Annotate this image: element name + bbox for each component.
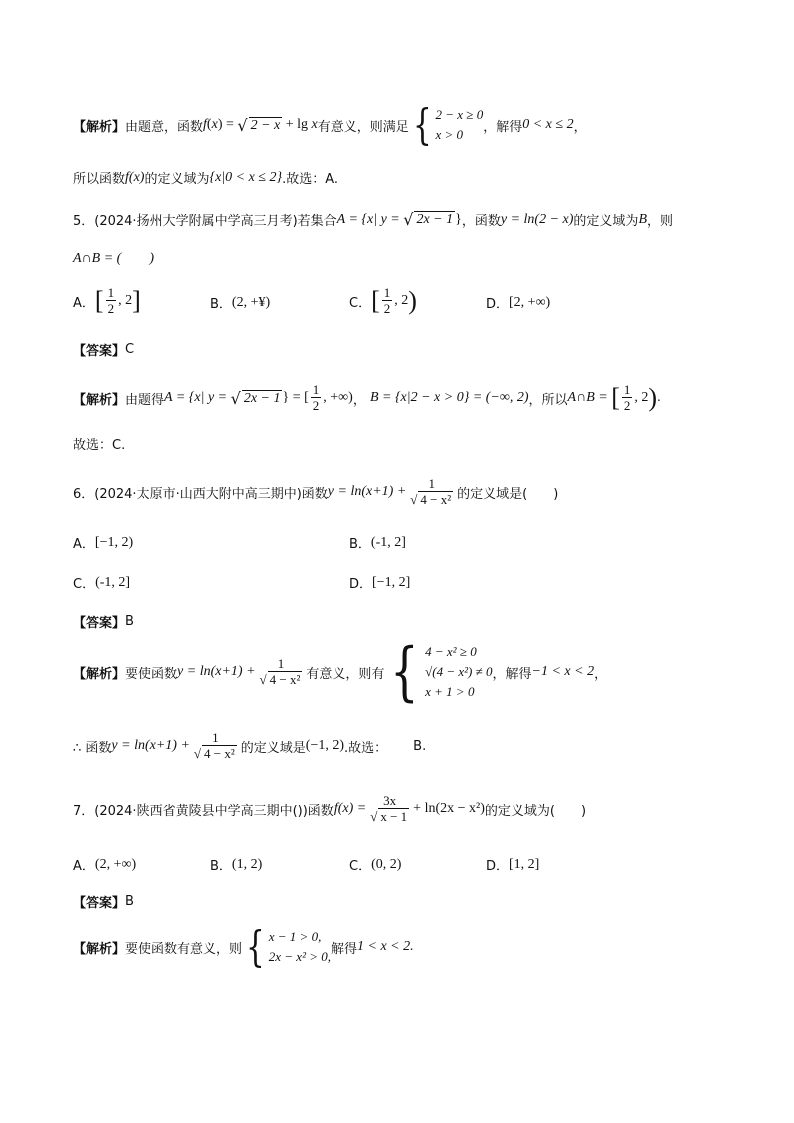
q7-result: 1 < x < 2. xyxy=(357,939,414,954)
q6-cond-1: 4 − x² ≥ 0 xyxy=(425,644,477,659)
q6-number: 6． xyxy=(73,486,95,502)
q4-analysis-text-2: 有意义，则满足 xyxy=(317,119,409,135)
answer-label: 【答案】 xyxy=(73,344,126,359)
q4-analysis-text-3: ，解得 xyxy=(483,119,523,135)
q7-analysis-text: 要使函数有意义，则 xyxy=(125,941,243,957)
q5-option-b[interactable] xyxy=(210,293,270,312)
q6-answer-value: B xyxy=(125,614,134,629)
q6-concl-text: ∴ 函数 xyxy=(73,740,112,756)
option-label: A． xyxy=(73,295,95,311)
q6-option-c[interactable] xyxy=(73,573,130,592)
q7-source: (2024·陕西省黄陵县中学高三期中()) xyxy=(94,803,308,819)
q6-stem-text: 函数 xyxy=(301,486,328,502)
option-label: C． xyxy=(73,577,96,592)
q7-option-a[interactable] xyxy=(73,855,136,874)
q7-cond-2: 2x − x² > 0, xyxy=(268,949,331,964)
q6-option-a[interactable] xyxy=(73,533,133,552)
q5-answer xyxy=(73,340,134,359)
option-label: C． xyxy=(349,859,372,874)
q5-ask-text: A∩B = ( ) xyxy=(73,251,154,266)
q5-conclusion-text: 故选：C. xyxy=(73,438,126,453)
q4-line2-text-3: .故选：A. xyxy=(282,172,339,187)
option-value: (-1, 2] xyxy=(370,534,406,550)
analysis-label: 【解析】 xyxy=(73,941,126,957)
q5-source: (2024·扬州大学附属中学高三月考) xyxy=(94,214,298,229)
q4-analysis-text: 由题意，函数 xyxy=(125,119,204,135)
q5-option-c[interactable]: C． [ $\frac{1}{2}$ , 2 ) xyxy=(349,285,417,316)
q5-stem-text-3: 的定义域为 xyxy=(573,214,639,229)
q6-condition-system: { 4 − x² ≥ 0 √(4 − x²) ≠ 0 x + 1 > 0 xyxy=(390,635,493,709)
q7-stem-text-2: 的定义域为( ) xyxy=(484,803,587,819)
q5-stem-text-4: ，则 xyxy=(647,214,674,229)
q7-stem: 7． (2024·陕西省黄陵县中学高三期中()) 函数 f(x) = $\frac{3x}{√ x - 1}$ + ln(2x − x²) 的定义域为( ) xyxy=(73,793,587,824)
q6-option-b[interactable] xyxy=(349,533,406,552)
q5-stem-text: 若集合 xyxy=(297,214,337,229)
q6-concl-answer: B. xyxy=(413,738,427,754)
q5-analysis-text: 由题得 xyxy=(125,392,165,408)
q7-option-b[interactable] xyxy=(210,855,262,874)
option-label: B． xyxy=(210,297,232,312)
q4-conclusion-line xyxy=(73,168,338,187)
q5-analysis-text-2: ，所以 xyxy=(528,392,568,408)
q5-ask xyxy=(73,247,154,267)
q6-option-d[interactable] xyxy=(349,573,410,592)
q4-analysis-line: 【解析】 由题意，函数 f ( x ) = √ 2 − x + lg x 有意义，则满足 { 2 − x ≥ 0 x > 0 ，解得 0 < x ≤ 2 ， xyxy=(73,100,587,149)
q4-condition-system: { 2 − x ≥ 0 x > 0 xyxy=(412,100,484,149)
q5-option-d[interactable] xyxy=(486,293,550,312)
option-value: (0, 2) xyxy=(371,856,402,872)
option-value: (2, +∞) xyxy=(94,856,137,872)
q5-analysis-set-b: B = {x|2 − x > 0} = (−∞, 2) xyxy=(369,390,529,405)
q5-answer-value: C xyxy=(125,342,135,357)
q4-line2-text: 所以函数 xyxy=(73,172,126,187)
q7-answer xyxy=(73,892,134,911)
q5-function: y = ln(2 − x) xyxy=(500,211,574,227)
q6-analysis: 【解析】 要使函数 y = ln(x+1) + $\frac{1}{\text{√ 4 − x²}}$ 有意义，则有 { 4 − x² ≥ 0 √(4 − x²) ≠ 0 x + 1 > 0 ，解得 −1 < x < 2 ， xyxy=(73,635,608,709)
q6-concl-domain: (−1, 2) xyxy=(305,738,345,753)
option-label: A． xyxy=(73,537,95,552)
q7-option-d[interactable] xyxy=(486,855,539,874)
q6-result: −1 < x < 2 xyxy=(531,664,595,679)
q5-option-a[interactable]: A． [ $\frac{1}{2}$ , 2 ] xyxy=(73,285,141,316)
q6-stem-text-2: 的定义域是( ) xyxy=(457,486,559,502)
q4-domain: {x|0 < x ≤ 2} xyxy=(209,169,283,185)
q7-analysis xyxy=(73,922,414,971)
option-value: (-1, 2] xyxy=(95,574,131,590)
q6-analysis-text: 要使函数 xyxy=(125,666,178,682)
q4-cond-2: x > 0 xyxy=(435,127,464,142)
option-label: D． xyxy=(349,577,373,592)
q6-stem: 6． (2024·太原市·山西大附中高三期中) 函数 y = ln(x+1) + $\frac{1}{\text{√ 4 − x²}}$ 的定义域是( ) xyxy=(73,476,559,507)
option-value: [−1, 2] xyxy=(372,574,411,590)
q6-conclusion: ∴ 函数 y = ln(x+1) + $\frac{1}{\text{√ 4 − x²}}$ 的定义域是 (−1, 2) .故选： B. xyxy=(73,730,427,761)
q6-cond-2: √(4 − x²) ≠ 0 xyxy=(425,664,493,679)
option-label: B． xyxy=(210,859,232,874)
q5-number: 5． xyxy=(73,214,95,229)
q6-cond-3: x + 1 > 0 xyxy=(425,684,475,699)
answer-label: 【答案】 xyxy=(73,616,126,631)
q7-stem-text: 函数 xyxy=(307,803,334,819)
q6-analysis-text-3: ，解得 xyxy=(492,666,532,682)
q6-analysis-text-2: 有意义，则有 xyxy=(306,666,385,682)
analysis-label: 【解析】 xyxy=(73,666,126,682)
q5-set-b: B xyxy=(638,211,647,227)
option-label: C． xyxy=(349,295,372,311)
q7-analysis-text-2: 解得 xyxy=(331,941,358,957)
q5-stem-text-2: ，函数 xyxy=(461,214,501,229)
option-label: B． xyxy=(349,537,371,552)
q6-answer xyxy=(73,612,134,631)
q4-result: 0 < x ≤ 2 xyxy=(522,117,574,132)
analysis-label: 【解析】 xyxy=(73,119,126,135)
q6-concl-text-2: 的定义域是 xyxy=(240,740,306,756)
option-value: [−1, 2) xyxy=(94,534,134,550)
q7-option-c[interactable] xyxy=(349,855,401,874)
option-value: (2, +¥) xyxy=(231,294,271,310)
option-label: D． xyxy=(486,297,510,312)
option-value: [2, +∞) xyxy=(509,294,551,310)
q4-line2-text-2: 的定义域为 xyxy=(144,172,210,187)
q7-number: 7． xyxy=(73,803,95,819)
q4-line2-func: f(x) xyxy=(125,169,145,185)
q5-analysis: 【解析】 由题得 A = {x| y = √ 2x − 1 } = [ $\frac{1}{2}$ , +∞) ， B = {x|2 − x > 0} = (−∞, 2) ，所以 A∩B = [ $\frac{1}{2}$ , 2 ) . xyxy=(73,382,661,413)
option-label: D． xyxy=(486,859,510,874)
q4-cond-1: 2 − x ≥ 0 xyxy=(435,107,484,122)
answer-label: 【答案】 xyxy=(73,896,126,911)
option-value: [1, 2] xyxy=(509,856,540,872)
q7-answer-value: B xyxy=(125,894,134,909)
analysis-label: 【解析】 xyxy=(73,392,126,408)
q4-function: f xyxy=(203,117,207,132)
option-label: A． xyxy=(73,859,95,874)
q6-concl-text-3: .故选： xyxy=(344,740,388,756)
q7-condition-system: { x − 1 > 0, 2x − x² > 0, xyxy=(246,922,331,971)
q7-cond-1: x − 1 > 0, xyxy=(268,929,322,944)
q5-set-a: A = {x| y = xyxy=(336,211,404,227)
q5-conclusion xyxy=(73,434,125,453)
q5-stem: 5． (2024·扬州大学附属中学高三月考) 若集合 A = {x| y = √ 2x − 1 } ，函数 y = ln(2 − x) 的定义域为 B ，则 xyxy=(73,210,674,229)
option-value: (1, 2) xyxy=(231,856,263,872)
q6-source: (2024·太原市·山西大附中高三期中) xyxy=(94,486,302,502)
